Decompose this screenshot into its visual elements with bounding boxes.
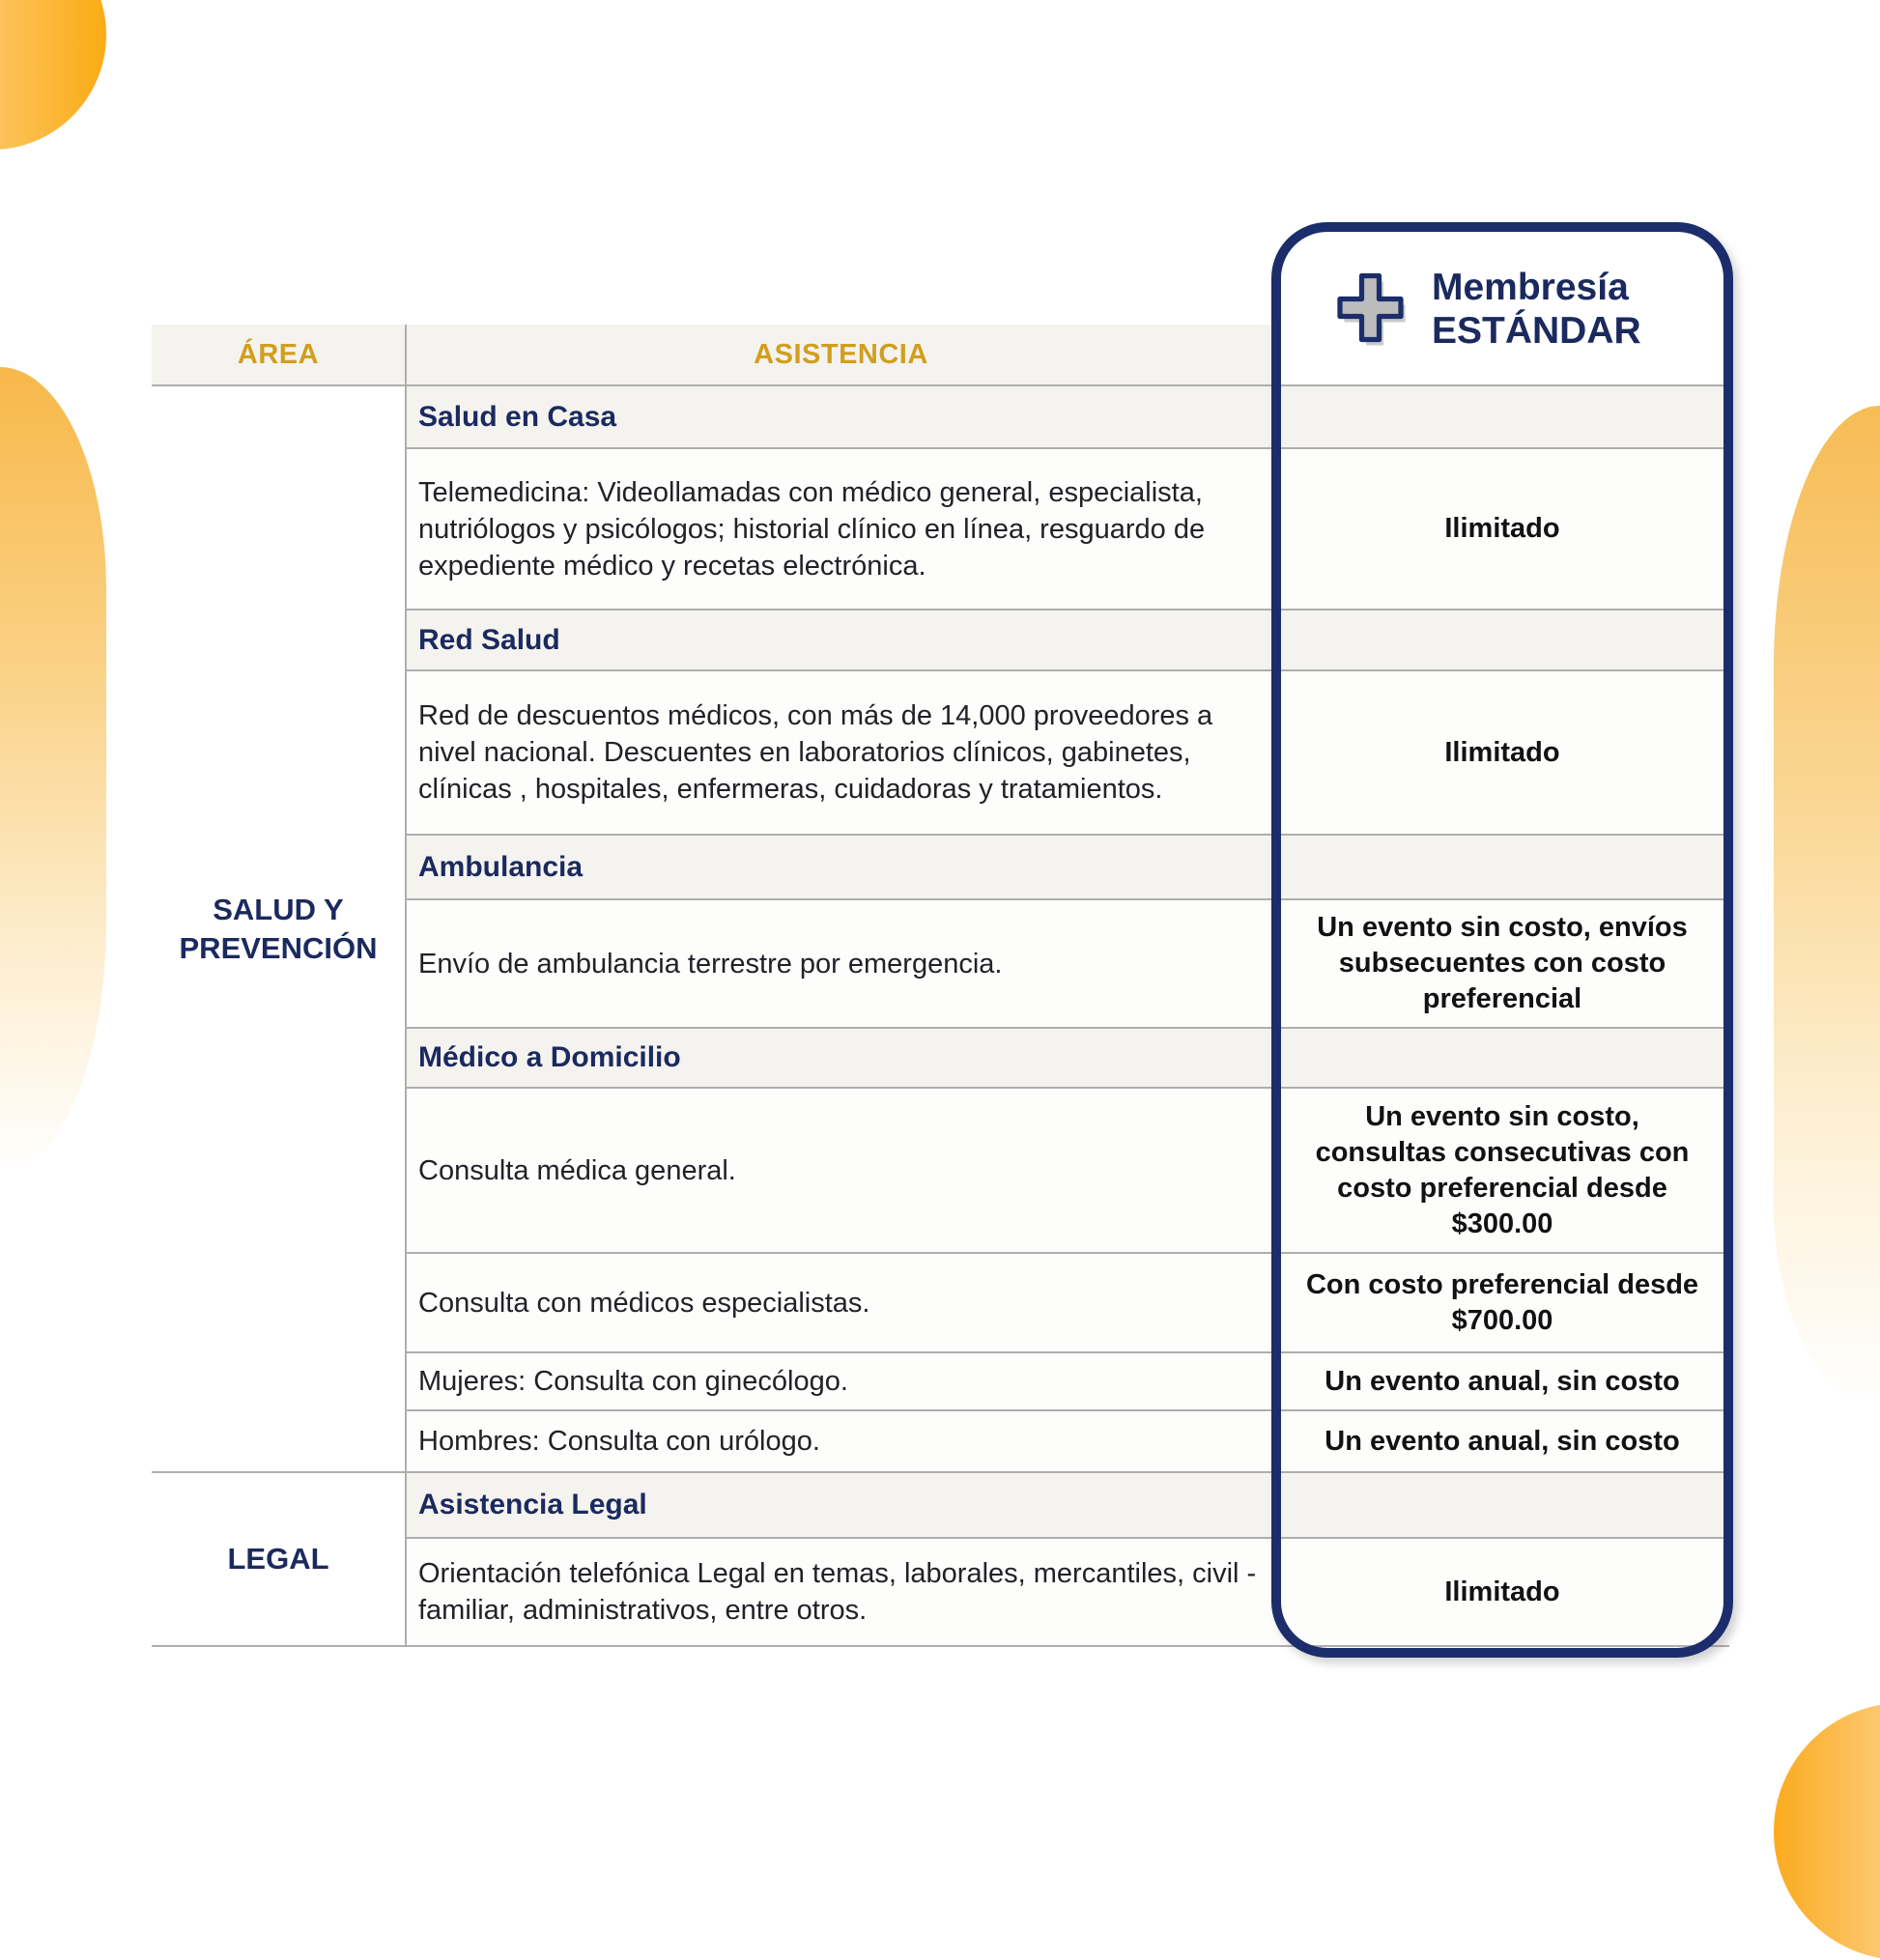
area-label: SALUD Y PREVENCIÓN xyxy=(152,386,407,1473)
column-header-membership-spacer xyxy=(1275,325,1729,386)
benefit-value: Un evento anual, sin costo xyxy=(1275,1353,1729,1411)
column-header-area: ÁREA xyxy=(152,325,407,386)
left-gradient-blob xyxy=(0,367,106,1174)
benefit-description: Orientación telefónica Legal en temas, laborales, mercantiles, civil - familiar, administrativos, entre otros. xyxy=(407,1539,1275,1647)
right-gradient-blob xyxy=(1774,406,1880,1406)
area-label: LEGAL xyxy=(152,1473,407,1647)
benefit-description: Consulta con médicos especialistas. xyxy=(407,1254,1275,1353)
benefit-subheader: Asistencia Legal xyxy=(407,1473,1729,1539)
benefit-value: Ilimitado xyxy=(1275,449,1729,611)
bottom-right-gradient-blob xyxy=(1774,1703,1880,1960)
benefit-subheader: Salud en Casa xyxy=(407,386,1729,449)
benefit-description: Red de descuentos médicos, con más de 14,000 proveedores a nivel nacional. Descuentes en laboratorios clínicos, gabinetes, clínicas , hospitales, enfermeras, cuidadoras y tratamientos. xyxy=(407,671,1275,836)
benefit-value: Un evento anual, sin costo xyxy=(1275,1411,1729,1473)
benefit-description: Mujeres: Consulta con ginecólogo. xyxy=(407,1353,1275,1411)
benefit-description: Telemedicina: Videollamadas con médico general, especialista, nutriólogos y psicólogos; historial clínico en línea, resguardo de expediente médico y recetas electrónica. xyxy=(407,449,1275,611)
benefit-description: Consulta médica general. xyxy=(407,1089,1275,1254)
benefit-subheader: Red Salud xyxy=(407,611,1729,671)
benefit-value: Ilimitado xyxy=(1275,671,1729,836)
membership-title-line2: ESTÁNDAR xyxy=(1432,310,1641,352)
benefit-description: Hombres: Consulta con urólogo. xyxy=(407,1411,1275,1473)
membership-title-line1: Membresía xyxy=(1432,267,1629,308)
benefit-value: Un evento sin costo, envíos subsecuentes con costo preferencial xyxy=(1275,900,1729,1029)
benefit-value: Con costo preferencial desde $700.00 xyxy=(1275,1254,1729,1353)
benefit-subheader: Médico a Domicilio xyxy=(407,1029,1729,1089)
benefit-value: Ilimitado xyxy=(1275,1539,1729,1647)
column-header-asistencia: ASISTENCIA xyxy=(407,325,1275,386)
benefit-description: Envío de ambulancia terrestre por emergencia. xyxy=(407,900,1275,1029)
benefit-subheader: Ambulancia xyxy=(407,836,1729,900)
benefit-value: Un evento sin costo, consultas consecutivas con costo preferencial desde $300.00 xyxy=(1275,1089,1729,1254)
benefits-table xyxy=(152,325,1729,1647)
top-left-gradient-blob xyxy=(0,0,106,150)
